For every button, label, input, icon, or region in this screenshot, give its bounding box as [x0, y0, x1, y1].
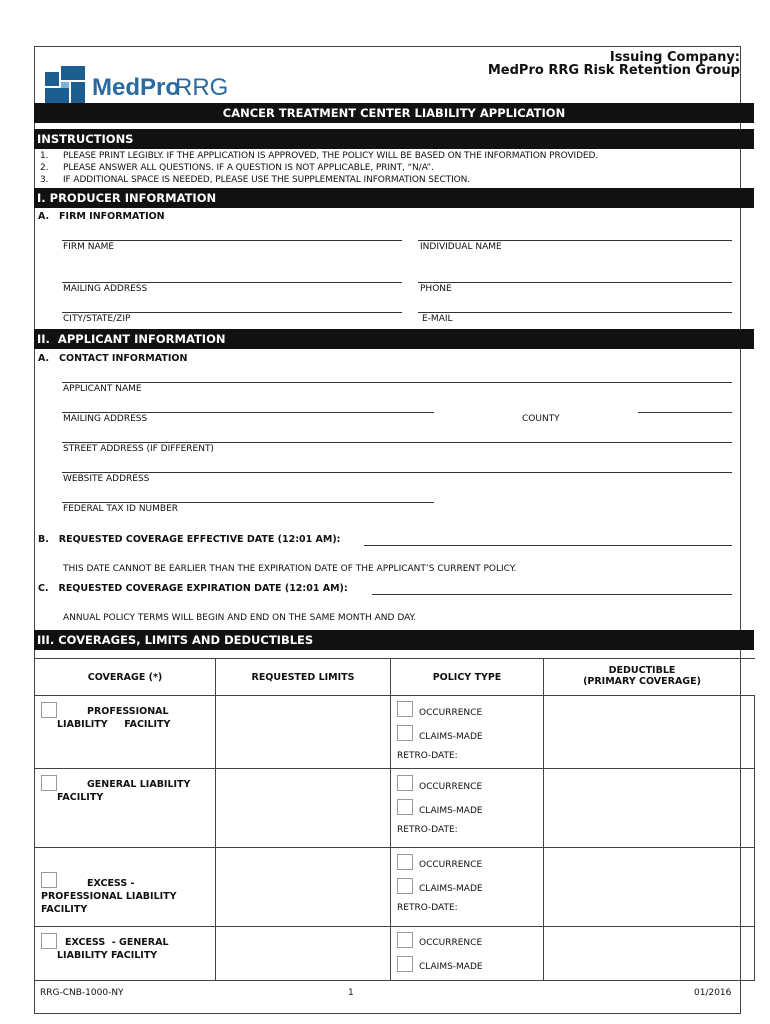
- effective-date-note: THIS DATE CANNOT BE EARLIER THAN THE EXPIRATION DATE OF THE APPLICANT’S CURRENT POLICY.: [63, 564, 517, 574]
- instruction-num: 1.: [40, 151, 49, 161]
- city-state-zip-field[interactable]: [62, 312, 402, 313]
- occurrence-label: OCCURRENCE: [419, 860, 483, 870]
- table-row: [35, 927, 755, 981]
- requested-limits-cell[interactable]: [216, 696, 391, 769]
- instruction-num: 2.: [40, 163, 49, 173]
- retro-date-label: RETRO-DATE:: [397, 751, 458, 761]
- deductible-cell[interactable]: [544, 769, 741, 848]
- claims-made-label: CLAIMS-MADE: [419, 806, 483, 816]
- coverage-cell: [35, 927, 216, 981]
- requested-limits-cell[interactable]: [216, 927, 391, 981]
- instruction-text: IF ADDITIONAL SPACE IS NEEDED, PLEASE USE THE SUPPLEMENTAL INFORMATION SECTION.: [63, 175, 471, 185]
- county-field[interactable]: [638, 412, 732, 413]
- form-code: RRG-CNB-1000-NY: [40, 988, 124, 998]
- producer-mailing-address-field[interactable]: [62, 282, 402, 283]
- occurrence-checkbox[interactable]: [397, 701, 413, 717]
- policy-type-cell: [391, 848, 544, 927]
- form-date: 01/2016: [694, 988, 732, 998]
- coverage-name-line3: FACILITY: [41, 904, 88, 915]
- occurrence-label: OCCURRENCE: [419, 708, 483, 718]
- applicant-mailing-address-label: MAILING ADDRESS: [63, 414, 148, 424]
- coverage-name-line1: GENERAL LIABILITY: [87, 779, 191, 790]
- coverage-name-line2: PROFESSIONAL LIABILITY: [41, 891, 177, 902]
- deductible-cell[interactable]: [544, 696, 741, 769]
- firm-name-field[interactable]: [62, 240, 402, 241]
- individual-name-field[interactable]: [418, 240, 732, 241]
- claims-made-label: CLAIMS-MADE: [419, 732, 483, 742]
- effective-date-field[interactable]: [364, 545, 732, 546]
- table-edge: [741, 769, 755, 848]
- coverage-checkbox[interactable]: [41, 702, 57, 718]
- occurrence-label: OCCURRENCE: [419, 938, 483, 948]
- table-row: [35, 769, 755, 848]
- table-edge: [741, 696, 755, 769]
- coverage-name-line1: EXCESS -: [87, 878, 135, 889]
- instructions-heading: INSTRUCTIONS: [34, 129, 754, 149]
- col-deductible: DEDUCTIBLE (PRIMARY COVERAGE): [544, 659, 741, 696]
- producer-heading: I. PRODUCER INFORMATION: [34, 188, 754, 208]
- producer-mailing-address-label: MAILING ADDRESS: [63, 284, 148, 294]
- phone-field[interactable]: [418, 282, 732, 283]
- retro-date-label: RETRO-DATE:: [397, 825, 458, 835]
- logo-text-light: RRG: [175, 74, 229, 101]
- requested-limits-cell[interactable]: [216, 848, 391, 927]
- table-row: [35, 848, 755, 927]
- issuing-label: Issuing Company:: [609, 50, 740, 65]
- coverage-checkbox[interactable]: [41, 775, 57, 791]
- col-policy-type: POLICY TYPE: [391, 659, 544, 696]
- coverage-cell: [35, 769, 216, 848]
- individual-name-label: INDIVIDUAL NAME: [420, 242, 502, 252]
- claims-made-checkbox[interactable]: [397, 725, 413, 741]
- firm-name-label: FIRM NAME: [63, 242, 115, 252]
- claims-made-label: CLAIMS-MADE: [419, 884, 483, 894]
- coverage-cell: [35, 848, 216, 927]
- firm-info-subheading: A. FIRM INFORMATION: [38, 211, 165, 222]
- coverages-table: [34, 658, 755, 981]
- email-field[interactable]: [418, 312, 732, 313]
- policy-type-cell: [391, 769, 544, 848]
- coverage-checkbox[interactable]: [41, 933, 57, 949]
- claims-made-checkbox[interactable]: [397, 799, 413, 815]
- claims-made-label: CLAIMS-MADE: [419, 962, 483, 972]
- coverages-heading: III. COVERAGES, LIMITS AND DEDUCTIBLES: [34, 630, 754, 650]
- expiration-date-field[interactable]: [372, 594, 732, 595]
- instruction-text: PLEASE PRINT LEGIBLY. IF THE APPLICATION IS APPROVED, THE POLICY WILL BE BASED ON THE INFORMATION PROVIDED.: [63, 151, 599, 161]
- medpro-logo: [45, 66, 245, 106]
- tax-id-label: FEDERAL TAX ID NUMBER: [63, 504, 179, 514]
- claims-made-checkbox[interactable]: [397, 956, 413, 972]
- instruction-num: 3.: [40, 175, 49, 185]
- coverage-name-line1: EXCESS - GENERAL: [65, 937, 169, 948]
- policy-type-cell: [391, 927, 544, 981]
- street-address-label: STREET ADDRESS (IF DIFFERENT): [63, 444, 214, 454]
- occurrence-checkbox[interactable]: [397, 854, 413, 870]
- deductible-cell[interactable]: [544, 927, 741, 981]
- tax-id-field[interactable]: [62, 502, 434, 503]
- instruction-text: PLEASE ANSWER ALL QUESTIONS. IF A QUESTION IS NOT APPLICABLE, PRINT, “N/A”.: [63, 163, 434, 173]
- logo-text-bold: MedPro: [92, 74, 181, 101]
- form-title: CANCER TREATMENT CENTER LIABILITY APPLICATION: [34, 103, 754, 123]
- email-label: E-MAIL: [422, 314, 453, 324]
- contact-info-subheading: A. CONTACT INFORMATION: [38, 353, 188, 364]
- city-state-zip-label: CITY/STATE/ZIP: [63, 314, 131, 324]
- applicant-name-field[interactable]: [62, 382, 732, 383]
- applicant-mailing-address-field[interactable]: [62, 412, 434, 413]
- effective-date-label: B. REQUESTED COVERAGE EFFECTIVE DATE (12:01 AM):: [38, 534, 341, 545]
- instruction-1: [40, 151, 599, 161]
- applicant-heading: II. APPLICANT INFORMATION: [34, 329, 754, 349]
- coverage-name-line2: FACILITY: [57, 792, 104, 803]
- page-number: 1: [348, 988, 354, 998]
- coverage-checkbox[interactable]: [41, 872, 57, 888]
- col-requested-limits: REQUESTED LIMITS: [216, 659, 391, 696]
- claims-made-checkbox[interactable]: [397, 878, 413, 894]
- occurrence-checkbox[interactable]: [397, 932, 413, 948]
- col-coverage: COVERAGE (*): [35, 659, 216, 696]
- expiration-date-label: C. REQUESTED COVERAGE EXPIRATION DATE (12:01 AM):: [38, 583, 348, 594]
- table-edge: [741, 659, 755, 696]
- occurrence-label: OCCURRENCE: [419, 782, 483, 792]
- expiration-date-note: ANNUAL POLICY TERMS WILL BEGIN AND END ON THE SAME MONTH AND DAY.: [63, 613, 417, 623]
- coverage-cell: [35, 696, 216, 769]
- coverage-name-line2: LIABILITY FACILITY: [57, 719, 171, 730]
- issuing-company: MedPro RRG Risk Retention Group: [487, 63, 740, 78]
- requested-limits-cell[interactable]: [216, 769, 391, 848]
- coverage-name-line2: LIABILITY FACILITY: [57, 950, 158, 961]
- table-row: [35, 696, 755, 769]
- occurrence-checkbox[interactable]: [397, 775, 413, 791]
- website-field[interactable]: [62, 472, 732, 473]
- street-address-field[interactable]: [62, 442, 732, 443]
- table-edge: [741, 848, 755, 927]
- county-label: COUNTY: [522, 414, 560, 424]
- deductible-cell[interactable]: [544, 848, 741, 927]
- retro-date-label: RETRO-DATE:: [397, 903, 458, 913]
- policy-type-cell: [391, 696, 544, 769]
- phone-label: PHONE: [420, 284, 452, 294]
- instruction-3: [40, 175, 471, 185]
- table-edge: [741, 927, 755, 981]
- coverage-name-line1: PROFESSIONAL: [87, 706, 169, 717]
- applicant-name-label: APPLICANT NAME: [63, 384, 142, 394]
- coverages-header-row: [35, 659, 755, 696]
- website-label: WEBSITE ADDRESS: [63, 474, 150, 484]
- instruction-2: [40, 163, 434, 173]
